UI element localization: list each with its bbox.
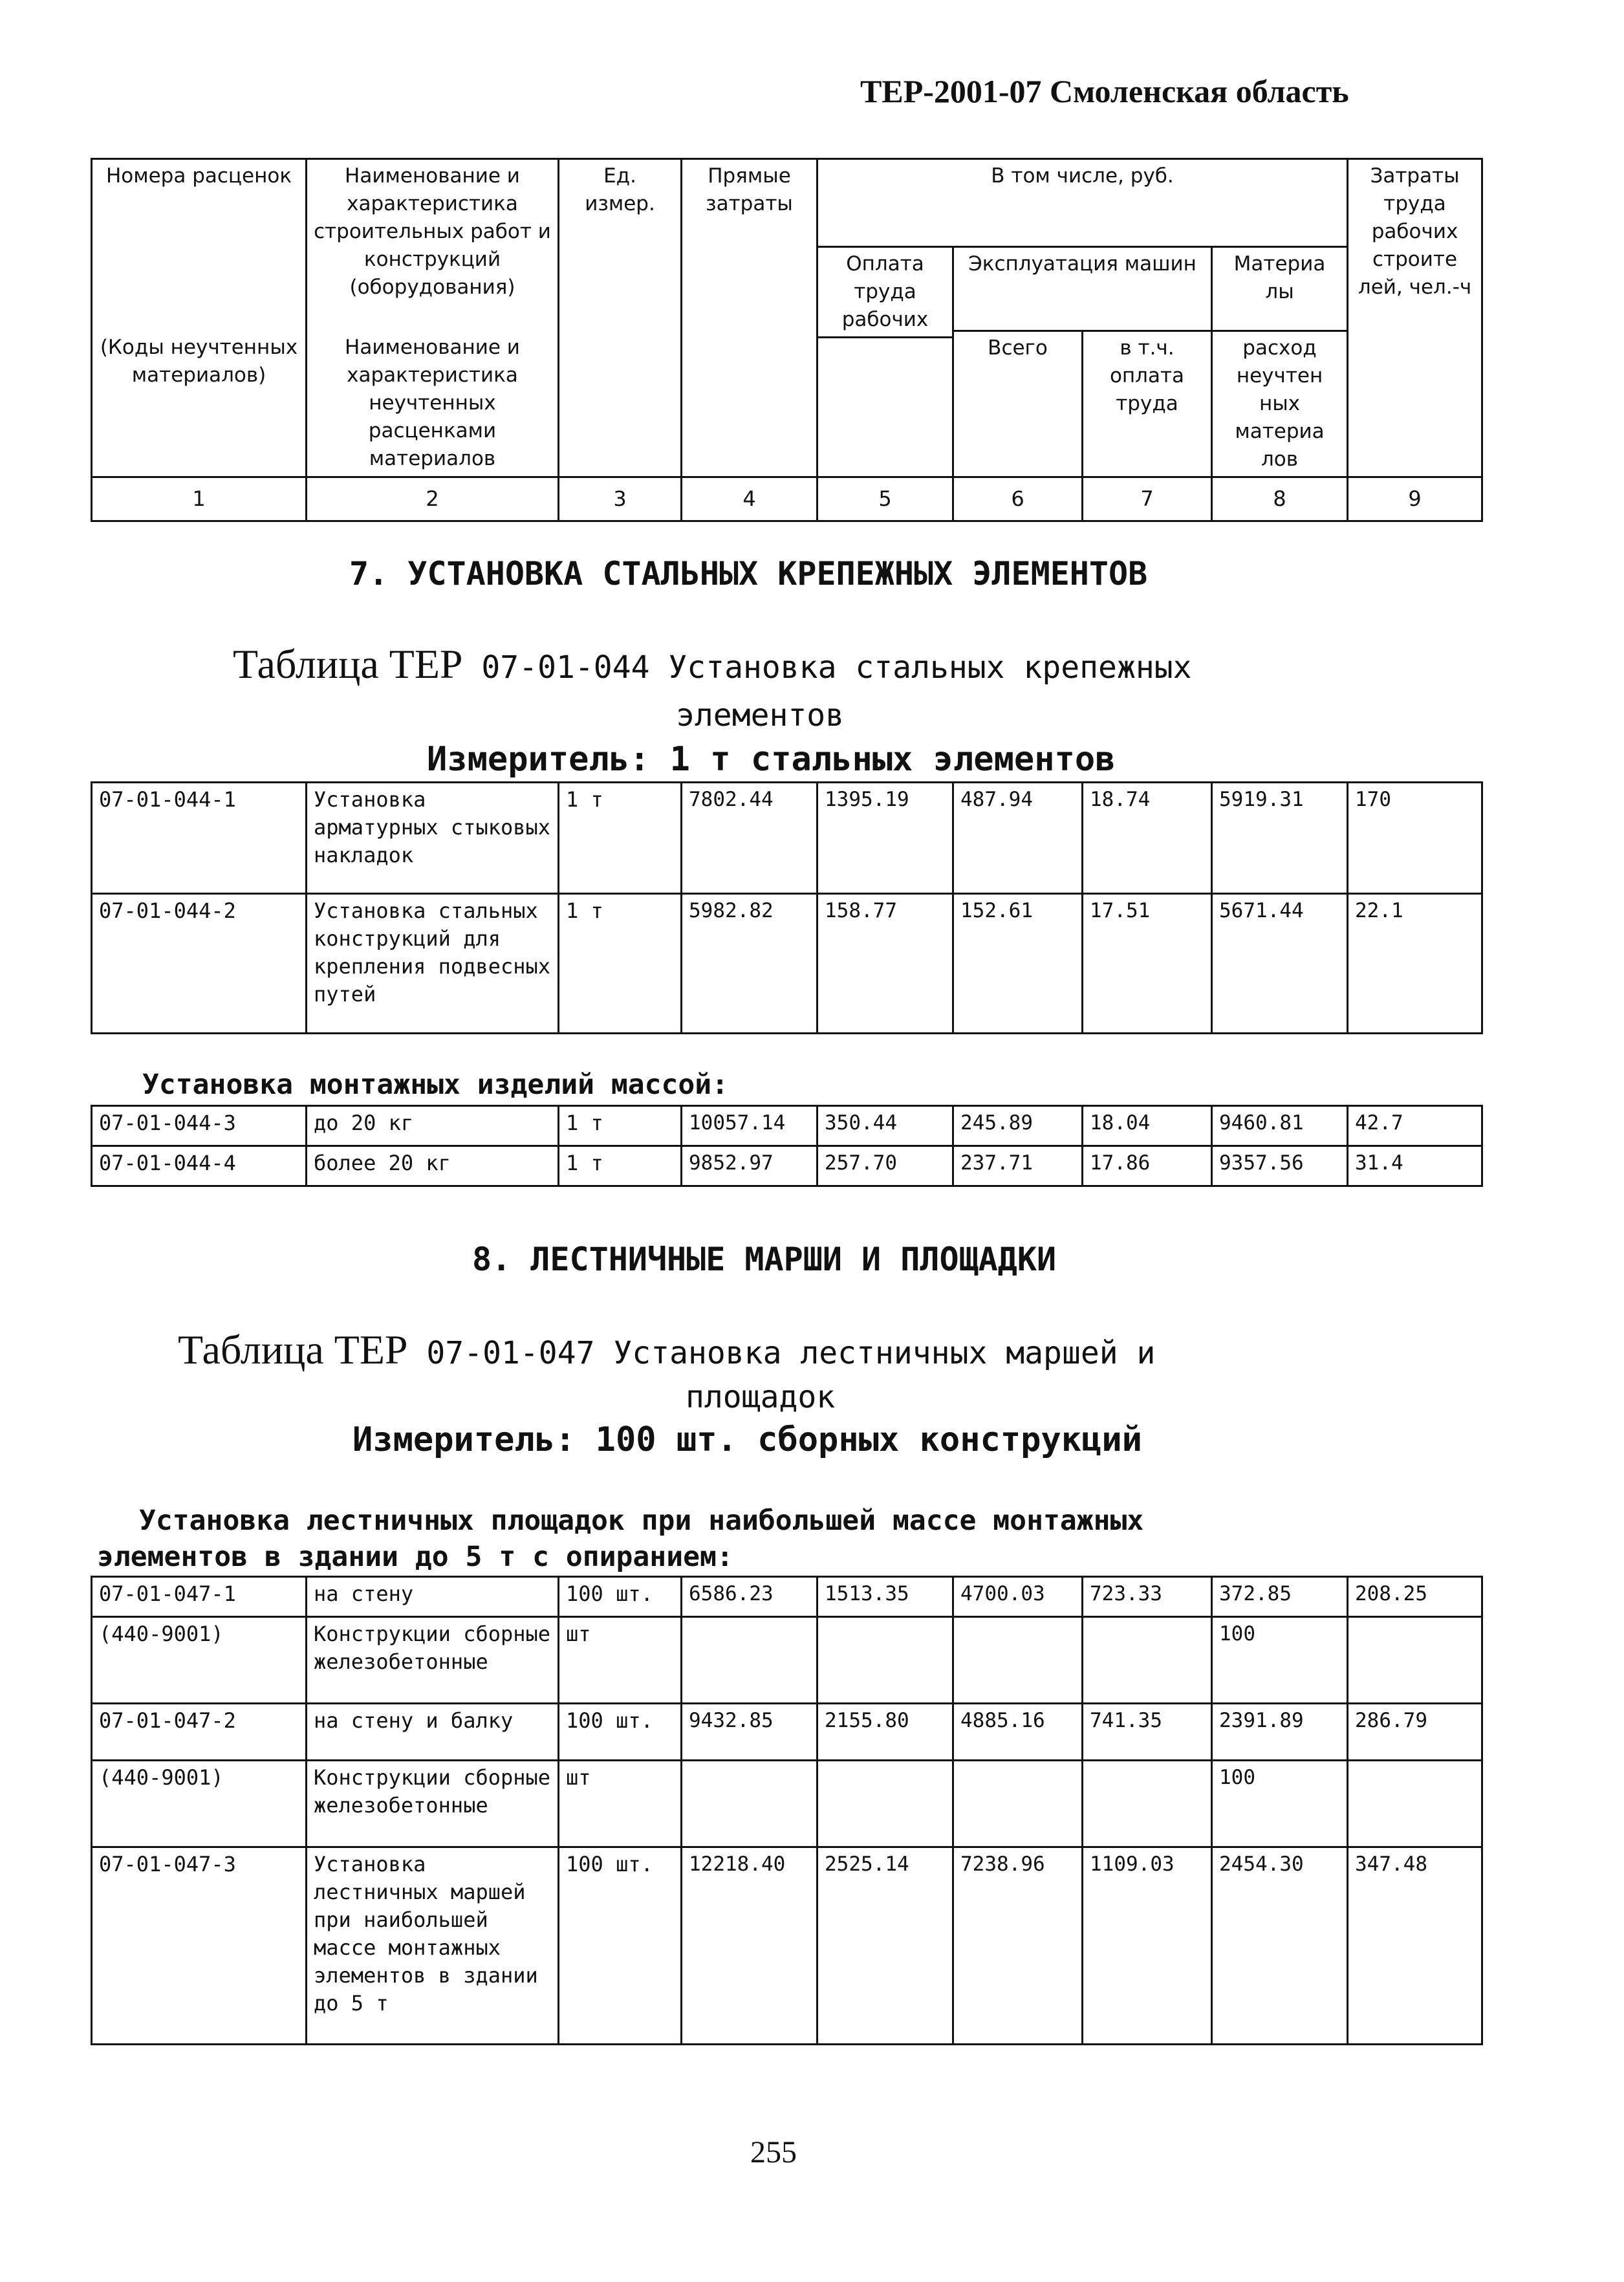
material-name: Конструкции сборные железобетонные (307, 1617, 559, 1704)
machines-labor: 18.74 (1083, 783, 1212, 894)
direct-costs: 10057.14 (682, 1106, 817, 1146)
labor-hours: 347.48 (1348, 1847, 1482, 2045)
intro-line-2: элементов в здании до 5 т с опиранием: (97, 1541, 733, 1573)
section-8-title: 8. ЛЕСТНИЧНЫЕ МАРШИ И ПЛОЩАДКИ (472, 1241, 1057, 1278)
column-number: 3 (559, 477, 682, 521)
labor-hours (1348, 1617, 1482, 1704)
machines-labor: 17.86 (1083, 1146, 1212, 1186)
table-row (92, 783, 1482, 894)
work-name: на стену и балку (307, 1704, 559, 1761)
work-name: Установка арматурных стыковых накладок (307, 783, 559, 894)
machines-total: 4885.16 (953, 1704, 1083, 1761)
material-consumption: 100 (1212, 1761, 1348, 1847)
table-row (92, 1704, 1482, 1761)
header-material-consumption: расход неучтен ных материа лов (1212, 331, 1348, 477)
table-row (92, 1847, 1482, 2045)
table-047-meter: Измеритель: 100 шт. сборных конструкций (352, 1420, 1142, 1459)
table-row (92, 1146, 1482, 1186)
column-number: 9 (1348, 477, 1482, 521)
labor-pay: 350.44 (817, 1106, 953, 1146)
column-number: 6 (953, 477, 1083, 521)
unit: шт (559, 1617, 682, 1704)
table-044-rows-3-4 (91, 1105, 1483, 1187)
machines-labor: 18.04 (1083, 1106, 1212, 1146)
labor-pay: 2155.80 (817, 1704, 953, 1761)
materials: 372.85 (1212, 1577, 1348, 1617)
work-name: Установка стальных конструкций для крепления подвесных путей (307, 894, 559, 1034)
table-title: 07-01-047 Установка лестничных маршей и (426, 1335, 1156, 1371)
material-name: Конструкции сборные железобетонные (307, 1761, 559, 1847)
direct-costs (682, 1617, 817, 1704)
machines-labor: 723.33 (1083, 1577, 1212, 1617)
materials: 5919.31 (1212, 783, 1348, 894)
work-name: на стену (307, 1577, 559, 1617)
labor-pay (817, 1761, 953, 1847)
header-material-codes: (Коды неучтенных материалов) (92, 331, 307, 477)
table-044-caption-line1 (233, 640, 1192, 688)
header-labor-pay: Оплата труда рабочих (817, 247, 953, 338)
work-name: до 20 кг (307, 1106, 559, 1146)
unit: шт (559, 1761, 682, 1847)
header-code: Номера расценок (92, 159, 307, 331)
direct-costs: 7802.44 (682, 783, 817, 894)
header-machines: Эксплуатация машин (953, 247, 1212, 331)
machines-labor: 17.51 (1083, 894, 1212, 1034)
direct-costs: 6586.23 (682, 1577, 817, 1617)
table-row (92, 894, 1482, 1034)
material-consumption: 100 (1212, 1617, 1348, 1704)
header-machines-total: Всего (953, 331, 1083, 477)
rate-code: 07-01-044-3 (92, 1106, 307, 1146)
header-material-names: Наименование и характеристика неучтенных расценками материалов (307, 331, 559, 477)
direct-costs: 5982.82 (682, 894, 817, 1034)
machines-total: 152.61 (953, 894, 1083, 1034)
unit: 100 шт. (559, 1704, 682, 1761)
page-number: 255 (750, 2135, 797, 2169)
labor-pay (817, 1617, 953, 1704)
labor-hours: 31.4 (1348, 1146, 1482, 1186)
materials: 9460.81 (1212, 1106, 1348, 1146)
labor-pay: 2525.14 (817, 1847, 953, 2045)
table-044-rows-1-2 (91, 781, 1483, 1034)
column-number: 7 (1083, 477, 1212, 521)
work-name: Установка лестничных маршей при наибольшей массе монтажных элементов в здании до 5 т (307, 1847, 559, 2045)
labor-hours: 42.7 (1348, 1106, 1482, 1146)
column-number: 1 (92, 477, 307, 521)
unit: 1 т (559, 1146, 682, 1186)
table-044-caption-line2: элементов (676, 697, 845, 734)
labor-pay: 257.70 (817, 1146, 953, 1186)
materials: 9357.56 (1212, 1146, 1348, 1186)
labor-pay: 158.77 (817, 894, 953, 1034)
header-name: Наименование и характеристика строительных работ и конструкций (оборудования) (307, 159, 559, 331)
work-name: более 20 кг (307, 1146, 559, 1186)
machines-total: 237.71 (953, 1146, 1083, 1186)
machines-total: 245.89 (953, 1106, 1083, 1146)
direct-costs: 9432.85 (682, 1704, 817, 1761)
column-number: 5 (817, 477, 953, 521)
table-label: Таблица ТЕР (178, 1327, 408, 1373)
machines-total: 7238.96 (953, 1847, 1083, 2045)
table-row (92, 1617, 1482, 1704)
table-047-caption-line1 (178, 1326, 1155, 1374)
material-code: (440-9001) (92, 1761, 307, 1847)
header-machines-labor: в т.ч. оплата труда (1083, 331, 1212, 477)
direct-costs: 9852.97 (682, 1146, 817, 1186)
intro-line-1: Установка лестничных площадок при наибольшей массе монтажных (139, 1505, 1144, 1537)
material-code: (440-9001) (92, 1617, 307, 1704)
machines-labor (1083, 1617, 1212, 1704)
machines-labor: 741.35 (1083, 1704, 1212, 1761)
rate-code: 07-01-047-1 (92, 1577, 307, 1617)
rate-code: 07-01-047-2 (92, 1704, 307, 1761)
machines-total (953, 1617, 1083, 1704)
header-in-total: В том числе, руб. (817, 159, 1348, 247)
labor-hours: 170 (1348, 783, 1482, 894)
header-direct-costs: Прямые затраты (682, 159, 817, 477)
materials: 2391.89 (1212, 1704, 1348, 1761)
table-label: Таблица ТЕР (233, 641, 463, 687)
column-header-table (91, 158, 1483, 522)
table-row (92, 1761, 1482, 1847)
machines-labor (1083, 1761, 1212, 1847)
unit: 1 т (559, 894, 682, 1034)
column-number: 8 (1212, 477, 1348, 521)
table-047-rows (91, 1576, 1483, 2045)
unit: 1 т (559, 783, 682, 894)
table-044-meter: Измеритель: 1 т стальных элементов (427, 740, 1116, 779)
table-047-caption-line2: площадок (686, 1379, 836, 1415)
unit: 100 шт. (559, 1577, 682, 1617)
labor-hours: 208.25 (1348, 1577, 1482, 1617)
header-materials: Материа лы (1212, 247, 1348, 331)
materials: 2454.30 (1212, 1847, 1348, 2045)
labor-hours (1348, 1761, 1482, 1847)
machines-total: 487.94 (953, 783, 1083, 894)
running-header: ТЕР-2001-07 Смоленская область (860, 73, 1349, 109)
column-number: 2 (307, 477, 559, 521)
machines-total: 4700.03 (953, 1577, 1083, 1617)
header-unit: Ед. измер. (559, 159, 682, 477)
unit: 1 т (559, 1106, 682, 1146)
table-row (92, 1106, 1482, 1146)
table-title: 07-01-044 Установка стальных крепежных (481, 649, 1192, 686)
table-row (92, 1577, 1482, 1617)
labor-pay: 1395.19 (817, 783, 953, 894)
rate-code: 07-01-047-3 (92, 1847, 307, 2045)
section-7-title: 7. УСТАНОВКА СТАЛЬНЫХ КРЕПЕЖНЫХ ЭЛЕМЕНТОВ (349, 555, 1148, 592)
labor-pay: 1513.35 (817, 1577, 953, 1617)
direct-costs (682, 1761, 817, 1847)
column-number: 4 (682, 477, 817, 521)
rate-code: 07-01-044-4 (92, 1146, 307, 1186)
header-labor-hours: Затраты труда рабочих строите лей, чел.-ч (1348, 159, 1482, 477)
direct-costs: 12218.40 (682, 1847, 817, 2045)
labor-hours: 286.79 (1348, 1704, 1482, 1761)
unit: 100 шт. (559, 1847, 682, 2045)
rate-code: 07-01-044-1 (92, 783, 307, 894)
labor-hours: 22.1 (1348, 894, 1482, 1034)
machines-labor: 1109.03 (1083, 1847, 1212, 2045)
rate-code: 07-01-044-2 (92, 894, 307, 1034)
materials: 5671.44 (1212, 894, 1348, 1034)
machines-total (953, 1761, 1083, 1847)
mass-subheading: Установка монтажных изделий массой: (142, 1069, 729, 1101)
